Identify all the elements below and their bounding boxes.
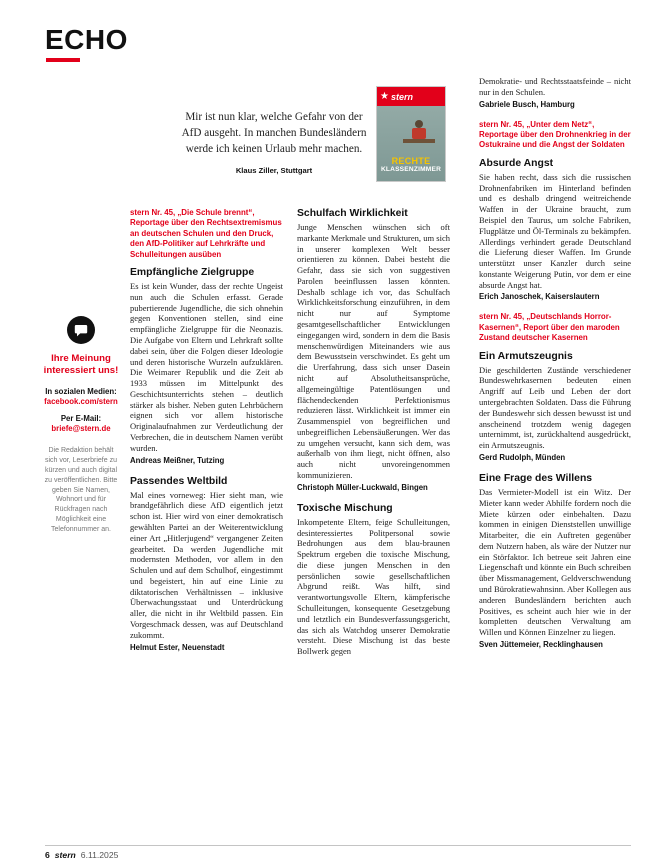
letter-body: Mal eines vorneweg: Hier sieht man, wie brandgefährlich diese AfD eigentlich jetzt schon ist. Hier wird von einer demokratisch gewählten Partei an der Weiterentwicklung einer Art „Hitlerjugend“ vergangener Zeiten gearbeitet. Da werden Jugendliche mit modernsten Methoden, vor allem in den Schulen und auf dem Schulhof, eingestimmt und begeistert, hin auf eine Linie zu diktatorischen Verhältnissen – inklusive Überwachungsstaat und Unterdrückung aller, die nicht in ihr Weltbild passen. Ein Vorgeschmack dessen, was auf Deutschland zukommt. [130, 489, 283, 640]
letter-author: Sven Jüttemeier, Recklinghausen [479, 639, 603, 649]
cover-headline-line1: RECHTE [391, 156, 431, 166]
letter-body: Sie haben recht, dass sich die russischen Drohnenfabriken im Hinterland befinden und es deshalb dringend weitreichende Waffen in der Ukraine braucht, zum Beispiel den Taurus, um solche Fabriken, Flugplätze und Öl-Terminals zu bekämpfen. Allerdings verhindert gerade Deutschland die Lieferung dieser Waffen. Im Grunde unterstützt unser Kanzler durch seine konstante Weigerung Putin, vor dem er eine absurde Angst hat. [479, 171, 631, 290]
letter-author: Gabriele Busch, Hamburg [479, 99, 575, 109]
letters-column-3 [479, 76, 631, 840]
stern-logo-text: stern [390, 91, 413, 102]
letter-author: Helmut Ester, Neuenstadt [130, 642, 225, 652]
letter-body-continuation: Demokratie- und Rechtsstaatsfeinde – nicht nur in den Schulen. [479, 76, 631, 97]
speech-bubble-icon [67, 316, 95, 344]
facebook-link[interactable]: facebook.com/stern [44, 397, 118, 407]
letter-author: Gerd Rudolph, Münden [479, 452, 566, 462]
footer-date: 6.11.2025 [80, 850, 119, 860]
cover-headline [377, 156, 445, 173]
letter-body: Junge Menschen wünschen sich oft markante Merkmale und Strukturen, um sich in unserer komplexen Welt besser orientieren zu können. Dabei besteht die Gefahr, dass sie sich von suggestiven Parolen beeinflussen lassen könnten. Deshalb schlage ich vor, das Schulfach Wirklichkeitsforschung einzuführen, in dem nicht nur auf Symptome gesamtgesellschaftlicher Entwicklungen eingegangen wird, sondern in dem die Basis menschenwürdigen Miteinanders wie aus dem Bewusstsein verschwindet. Es geht um die Urerfahrung, dass sich unser Dasein nicht auf Absolutheitsansprüche, allgemeingültige Patentlösungen und flächendeckenden Perfektionismus reduzieren lässt. Wirklichkeit ist immer ein Zusammenspiel von begreiflichen und unbegreiflichen Lebensäußerungen. Wer das zu umgehen versucht, kann sich dem, was außerhalb von ihm liegt, nicht öffnen, also auch nicht unvoreingenommen kommunizieren. [297, 222, 450, 480]
email-label: Per E-Mail: [60, 414, 102, 424]
letter-title: Toxische Mischung [297, 502, 393, 514]
cover-illustration [377, 106, 445, 181]
letters-column-2 [297, 208, 450, 840]
pull-quote-text: Mir ist nun klar, welche Gefahr von der AfD ausgeht. In manchen Bundesländern werde ich keinen Urlaub mehr machen. [181, 111, 367, 155]
letter-body: Die geschilderten Zustände verschiedener Bundeswehrkasernen bedeuten einen Angriff auf Leib und Leben der dort untergebrachten Soldaten. Dass die Führung der Bundeswehr sich dessen bewusst ist und anscheinend trotzdem wenig dagegen unternimmt, ist, zurückhaltend ausgedrückt, ein Armutszeugnis. [479, 364, 631, 451]
letter-author: Erich Janoschek, Kaiserslautern [479, 292, 600, 302]
letter-title: Ein Armutszeugnis [479, 350, 573, 362]
page-footer [45, 845, 631, 860]
source-reference-netz: stern Nr. 45, „Unter dem Netz“, Reportage über den Drohnenkrieg in der Ostukraine und die Angst der Soldaten [479, 119, 631, 150]
footer-brand: stern [54, 850, 76, 860]
letter-title: Absurde Angst [479, 157, 554, 169]
cover-figure-desk [403, 139, 435, 143]
source-reference-schule: stern Nr. 45, „Die Schule brennt“, Reportage über den Rechtsextremismus an deutschen Schulen und den Druck, den AfD-Politiker auf Lehrkräfte und Schulleitungen ausüben [130, 208, 282, 259]
stern-logo [377, 87, 445, 106]
cover-figure-head [415, 120, 423, 128]
letter-body: Das Vermieter-Modell ist ein Witz. Der Mieter kann weder Abhilfe fordern noch die Miete kürzen oder einbehalten. Dazu kommen in einigen Dienststellen unwillige Mitarbeiter, die ein Auftreten gegenüber dem Nutzern haben, als wäre der Nutzer nur ein Störfaktor. Ich betreue seit Jahren eine Liegenschaft und könnte ein Buch schreiben über Missmanagement, Geldverschwendung und Bürokratiewahnsinn. Aber Kollegen aus anderen Bundesländern berichten auch Positives, es scheint auch hier wie in der kompletten deutschen Verwaltung am Willen und Können Einzelner zu liegen. [479, 486, 631, 638]
source-reference-kasernen: stern Nr. 45, „Deutschlands Horror-Kasernen“, Report über den maroden Zustand deutscher Kasernen [479, 312, 620, 343]
letter-title: Schulfach Wirklichkeit [297, 208, 408, 219]
cover-headline-line2: KLASSENZIMMER [380, 166, 442, 173]
letter-title: Passendes Weltbild [130, 475, 228, 487]
letter-body: Es ist kein Wunder, dass der rechte Ungeist nun auch die Schulen erfasst. Gerade pubertierende Jugendliche, die sich ohnehin gegen Konventionen stellen, sind eine empfängliche Zielgruppe für die Neonazis. Die Aufgabe von Eltern und Lehrkraft sollte dabei sein, über die Folgen dieser Ideologie und deren historische Wurzeln aufzuklären. Die Weimarer Republik und die Zeit ab 1933 müssen im Mittelpunkt des Geschichtsunterrichts stehen – deutlich stärker als bisher. Neben guten Lehrbüchern eignen sich vor allem historische Originalaufnahmen zur Verdeutlichung der Verbrechen, die in deutschem Namen verübt wurden. [130, 281, 283, 453]
email-link[interactable]: briefe@stern.de [51, 424, 111, 434]
letters-column-1 [130, 208, 283, 840]
section-title: ECHO [45, 24, 128, 55]
letter-author: Christoph Müller-Luckwald, Bingen [297, 482, 428, 492]
feedback-cta-title: Ihre Meinung interessiert uns! [43, 353, 119, 376]
letter-title: Empfängliche Zielgruppe [130, 267, 255, 279]
page-number: 6 [45, 850, 50, 860]
stern-star-icon: ★ [380, 90, 389, 102]
section-underline [46, 58, 80, 62]
letter-title: Eine Frage des Willens [479, 472, 593, 484]
magazine-cover-thumbnail [376, 86, 446, 182]
contact-sidebar [42, 316, 120, 535]
pull-quote-author: Klaus Ziller, Stuttgart [235, 165, 313, 175]
cover-figure-body [412, 128, 426, 139]
social-media-label: In sozialen Medien: [45, 386, 117, 396]
letter-body: Inkompetente Eltern, feige Schulleitungen, desinteressiertes Politpersonal sowie Bedrohungen aus dem blau-braunen Spektrum ergeben die toxische Mischung, die diese jungen Menschen in den persönlichen sowie gesellschaftlichen Abgrund reißt. Was hilft, sind verantwortungsvolle Eltern, kämpferische Schulleitungen, konsequente Gesetzgebung und letztlich ein Bundesverfassungsgericht, das sich als Watchdog unserer Demokratie versteht. Diese Mischung ist das beste Bollwerk gegen [297, 516, 450, 657]
editorial-note: Die Redaktion behält sich vor, Leserbriefe zu kürzen und auch digital zu veröffentlichen. Bitte geben Sie Namen, Wohnort und für Rückfragen nach Möglichkeit eine Telefonnummer an. [44, 447, 118, 533]
pull-quote-block [178, 110, 370, 175]
letter-author: Andreas Meißner, Tutzing [130, 455, 225, 465]
